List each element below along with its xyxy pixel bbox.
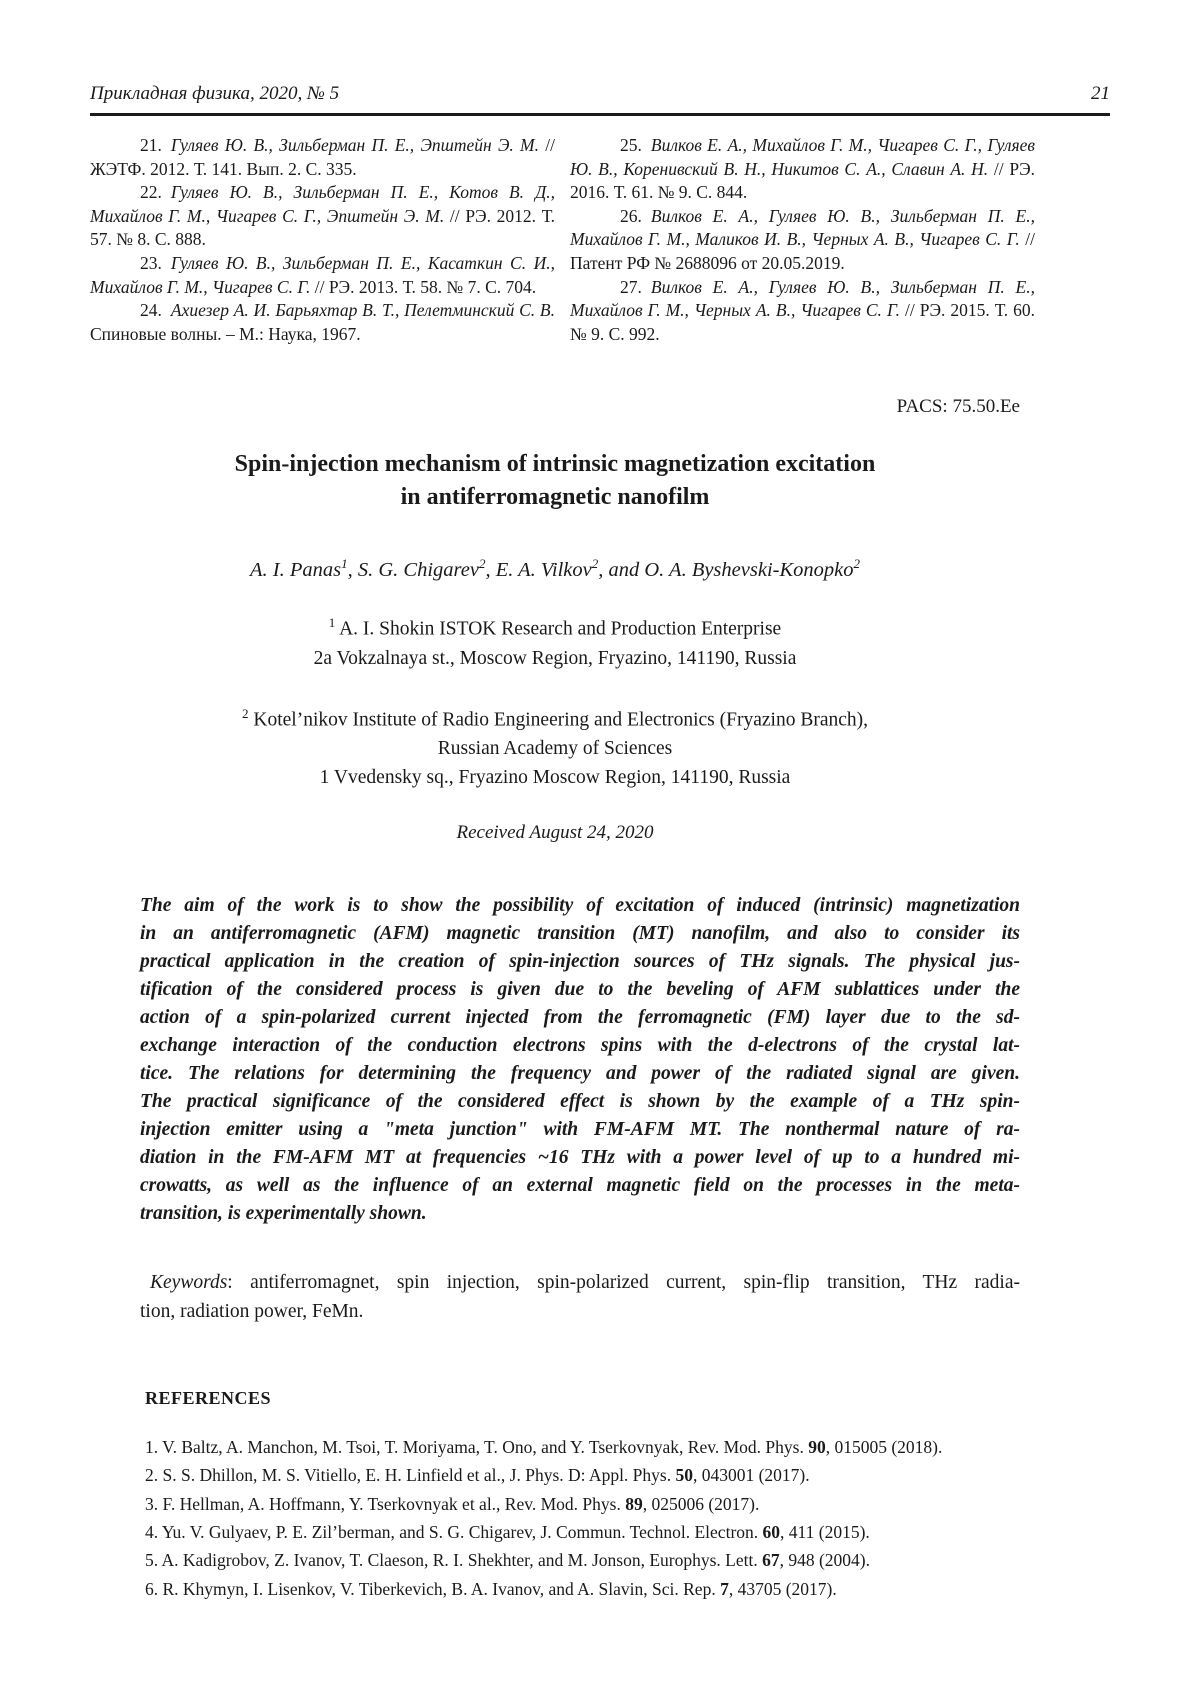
pacs-code: PACS: 75.50.Ee [896,396,1020,418]
reference-source: Спиновые волны. – М.: Наука, 1967. [90,323,361,344]
abstract-line: diation in the FM-AFM MT at frequencies ~16 THz with a power level of up to a hundred mi- [140,1147,1020,1169]
reference-pages: , 43705 (2017). [728,1578,837,1599]
author-affiliation-marker: 2 [478,556,486,572]
author-affiliation-marker: 2 [591,556,599,572]
abstract-line: The aim of the work is to show the possibility of excitation of induced (intrinsic) magnetization [140,895,1020,917]
reference-item-22 [90,181,555,252]
abstract-line: The practical significance of the considered effect is shown by the example of a THz spin- [140,1091,1020,1113]
reference-item-1 [145,1433,1110,1461]
author-name: , E. A. Vilkov [485,559,592,582]
top-references-left-column [90,134,555,346]
affiliation-2-address: 1 Vvedensky sq., Fryazino Moscow Region, 141190, Russia [319,767,791,789]
keywords-label: Keywords [150,1272,228,1294]
affiliation-marker: 2 [242,705,249,721]
reference-item-24 [90,299,555,346]
keywords-line1 [140,1268,1020,1297]
reference-text: 1. V. Baltz, A. Manchon, M. Tsoi, T. Moriyama, T. Ono, and Y. Tserkovnyak, Rev. Mod. Phys. [145,1437,809,1458]
reference-source: // ЖЭТФ. 2012. Т. 141. Вып. 2. С. 335. [90,135,555,179]
author-affiliation-marker: 1 [341,556,348,572]
reference-item-27 [570,276,1035,347]
reference-source: // РЭ. 2013. Т. 58. № 7. С. 704. [310,276,537,297]
reference-item-25 [570,134,1035,205]
reference-item-5 [145,1546,1110,1574]
affiliation-1 [90,608,1020,673]
affiliation-2 [90,699,1020,793]
reference-volume: 67 [762,1550,780,1571]
reference-source: // РЭ. 2012. Т. 57. № 8. С. 888. [90,205,556,250]
abstract [140,892,1020,1228]
references-heading: REFERENCES [145,1388,272,1409]
abstract-line: injection emitter using a "meta junction" with FM-AFM MT. The nonthermal nature of ra- [140,1119,1020,1141]
reference-volume: 60 [762,1522,781,1543]
article-title-line2: in antiferromagnetic nanofilm [400,484,710,511]
page-number: 21 [1091,83,1110,104]
reference-item-21 [90,134,555,181]
affiliation-1-name: A. I. Shokin ISTOK Research and Production Enterprise [339,618,782,640]
reference-authors: Гуляев Ю. В., Зильберман П. Е., Котов В. Д., Михайлов Г. М., Чигарев С. Г., Эпштейн Э. М. [90,182,555,226]
reference-authors: Ахиезер А. И. Барьяхтар В. Т., Пелетминский С. В. [170,300,555,321]
reference-volume: 90 [808,1437,826,1458]
reference-authors: Вилков Е. А., Гуляев Ю. В., Зильберман П. Е., Михайлов Г. М., Черных А. В., Чигарев С. Г. [570,276,1035,321]
reference-text: 3. F. Hellman, A. Hoffmann, Y. Tserkovnyak et al., Rev. Mod. Phys. [145,1493,626,1514]
keywords-list: : antiferromagnet, spin injection, spin-polarized current, spin-flip transition, THz radia- [227,1272,1020,1294]
reference-volume: 7 [720,1578,729,1599]
reference-text: 6. R. Khymyn, I. Lisenkov, V. Tiberkevich, B. A. Ivanov, and A. Slavin, Sci. Rep. [145,1578,721,1599]
abstract-line: practical application in the creation of spin-injection sources of THz signals. The physical jus- [140,951,1020,973]
reference-item-4 [145,1518,1110,1546]
keywords-line2: tion, radiation power, FeMn. [140,1301,364,1323]
reference-text: 4. Yu. V. Gulyaev, P. E. Zil’berman, and S. G. Chigarev, J. Commun. Technol. Electron. [145,1522,763,1543]
reference-volume: 50 [675,1465,693,1486]
affiliation-2-line2: Russian Academy of Sciences [437,738,673,760]
reference-source: // Патент РФ № 2688096 от 20.05.2019. [570,229,1035,273]
reference-authors: Гуляев Ю. В., Зильберман П. Е., Эпштейн Э. М. [170,135,540,155]
reference-pages: , 411 (2015). [780,1522,870,1543]
affiliation-marker: 1 [328,615,336,631]
abstract-line: tice. The relations for determining the frequency and power of the radiated signal are given. [140,1063,1020,1085]
reference-authors: Гуляев Ю. В., Зильберман П. Е., Касаткин С. И., Михайлов Г. М., Чигарев С. Г. [90,252,555,297]
article [90,396,1020,844]
abstract-line: in an antiferromagnetic (AFM) magnetic transition (MT) nanofilm, and also to consider its [140,923,1020,945]
abstract-line: action of a spin-polarized current injected from the ferromagnetic (FM) layer due to the sd- [140,1007,1020,1029]
reference-number: 22. [140,182,162,203]
reference-pages: , 948 (2004). [779,1550,870,1571]
reference-item-26 [570,205,1035,276]
reference-item-3 [145,1490,1110,1518]
author-name: , S. G. Chigarev [347,559,479,582]
reference-text: 5. A. Kadigrobov, Z. Ivanov, T. Claeson, R. I. Shekhter, and M. Jonson, Europhys. Lett. [145,1550,763,1571]
article-title [90,448,1020,514]
keywords [140,1268,1020,1326]
reference-authors: Вилков Е. А., Гуляев Ю. В., Зильберман П. Е., Михайлов Г. М., Маликов И. В., Черных А. В., Чигарев С. Г. [570,205,1035,250]
references-list [145,1433,1110,1603]
reference-number: 25. [620,135,642,155]
reference-item-23 [90,252,555,299]
reference-item-2 [145,1461,1110,1489]
author-affiliation-marker: 2 [853,556,860,572]
reference-item-6 [145,1575,1110,1603]
reference-number: 21. [140,135,162,155]
reference-number: 23. [140,252,162,273]
reference-pages: , 043001 (2017). [692,1465,810,1486]
affiliation-2-line1 [90,699,1020,735]
abstract-line: exchange interaction of the conduction electrons spins with the d-electrons of the crystal lat- [140,1035,1020,1057]
reference-number: 27. [620,276,642,297]
article-title-line1: Spin-injection mechanism of intrinsic magnetization excitation [234,451,876,478]
received-date: Received August 24, 2020 [456,822,654,844]
authors-line [90,556,1020,582]
reference-pages: , 025006 (2017). [642,1493,760,1514]
affiliation-1-line1 [90,608,1020,644]
reference-number: 24. [140,300,162,321]
top-references [90,134,1035,346]
reference-volume: 89 [625,1493,643,1514]
reference-source: // РЭ. 2016. Т. 61. № 9. С. 844. [570,158,1035,203]
affiliation-2-name: Kotel’nikov Institute of Radio Engineering and Electronics (Fryazino Branch), [253,709,868,731]
author-name: A. I. Panas [250,559,342,582]
affiliation-1-address: 2a Vokzalnaya st., Moscow Region, Fryazino, 141190, Russia [313,647,797,669]
top-references-right-column [570,134,1035,346]
reference-number: 26. [620,205,642,226]
reference-source: // РЭ. 2015. Т. 60. № 9. С. 992. [570,300,1035,344]
header-rule [90,113,1110,116]
reference-pages: , 015005 (2018). [825,1437,943,1458]
author-name: , and O. A. Byshevski-Konopko [598,559,854,582]
reference-authors: Вилков Е. А., Михайлов Г. М., Чигарев С. Г., Гуляев Ю. В., Коренивский В. Н., Никитов С. А., Славин А. Н. [570,135,1035,179]
abstract-line: tification of the considered process is given due to the beveling of AFM sublattices under the [140,979,1020,1001]
abstract-line: crowatts, as well as the influence of an external magnetic field on the processes in the meta- [140,1175,1020,1197]
reference-text: 2. S. S. Dhillon, M. S. Vitiello, E. H. Linfield et al., J. Phys. D: Appl. Phys. [145,1465,676,1486]
running-head [90,84,1110,104]
journal-name: Прикладная физика, 2020, № 5 [90,83,340,104]
abstract-line: transition, is experimentally shown. [140,1203,427,1225]
